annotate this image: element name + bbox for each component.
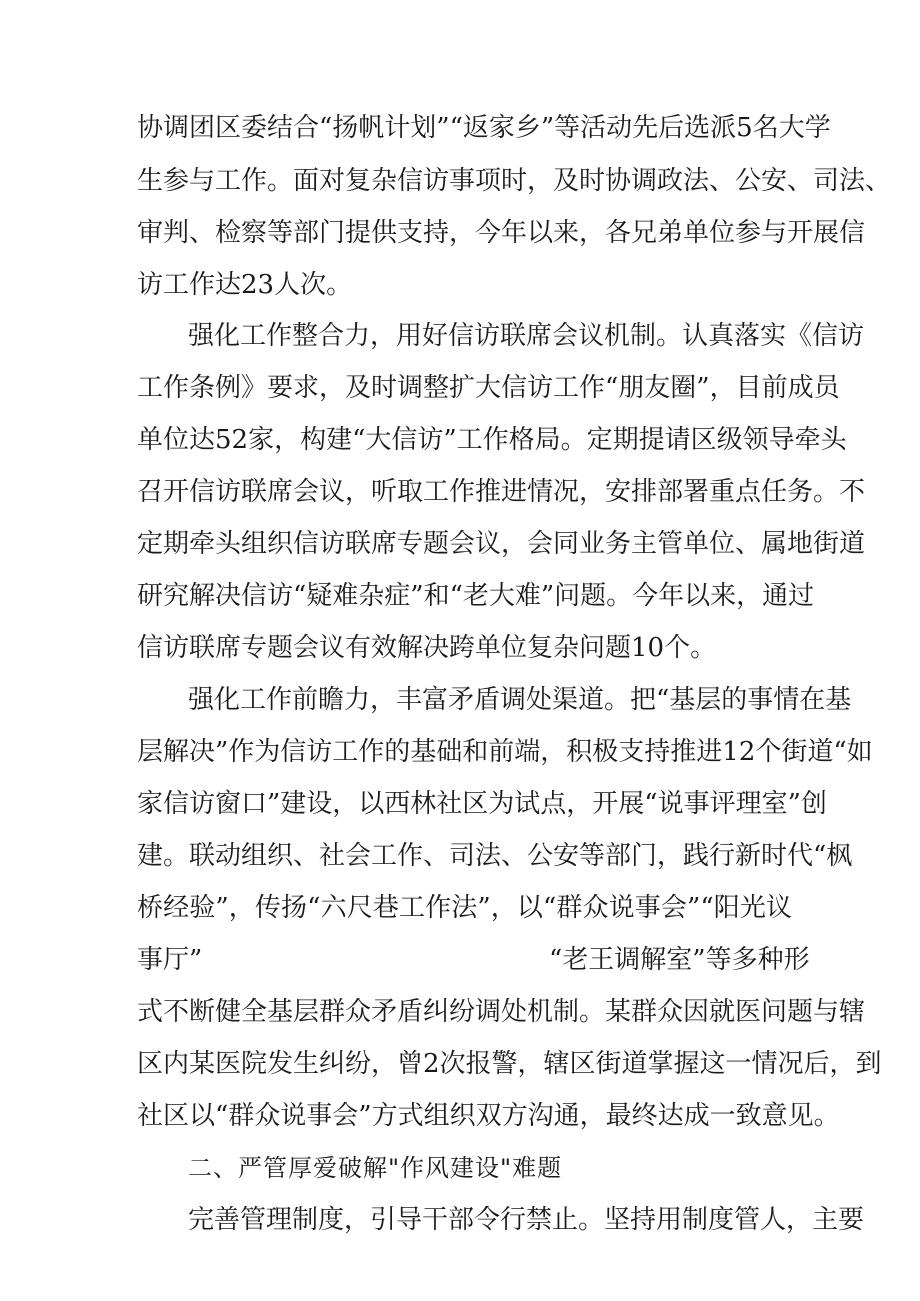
paragraph-3-line-9: 社区以“群众说事会”方式组织双方沟通，最终达成一致意见。 — [137, 1101, 840, 1131]
paragraph-2-line-3: 单位达52家，构建“大信访”工作格局。定期提请区级领导牵头 — [137, 425, 847, 455]
paragraph-3-line-8: 区内某医院发生纠纷，曾2次报警，辖区街道掌握这一情况后，到 — [137, 1049, 882, 1079]
paragraph-1-line-4: 访工作达23人次。 — [137, 270, 353, 300]
paragraph-3-line-7: 式不断健全基层群众矛盾纠纷调处机制。某群众因就医问题与辖 — [137, 997, 866, 1027]
paragraph-2-line-4: 召开信访联席会议，听取工作推进情况，安排部署重点任务。不 — [137, 477, 866, 507]
paragraph-3-line-3: 家信访窗口”建设，以西林社区为试点，开展“说事评理室”创 — [137, 789, 827, 819]
paragraph-1-line-2: 生参与工作。面对复杂信访事项时，及时协调政法、公安、司法、 — [137, 166, 892, 196]
paragraph-3-line-1: 强化工作前瞻力，丰富矛盾调处渠道。把“基层的事情在基 — [188, 685, 852, 715]
paragraph-3-line-4: 建。联动组织、社会工作、司法、公安等部门，践行新时代“枫 — [137, 841, 853, 871]
paragraph-2-line-5: 定期牵头组织信访联席专题会议，会同业务主管单位、属地街道 — [137, 529, 866, 559]
section-heading-2: 二、严管厚爱破解"作风建设"难题 — [188, 1154, 563, 1182]
paragraph-3-line-6-end: “老王调解室”等多种形 — [549, 945, 810, 975]
paragraph-2-line-7: 信访联席专题会议有效解决跨单位复杂问题10个。 — [137, 633, 717, 663]
paragraph-2-line-6: 研究解决信访“疑难杂症”和“老大难”问题。今年以来，通过 — [137, 581, 815, 611]
paragraph-2-line-1: 强化工作整合力，用好信访联席会议机制。认真落实《信访 — [188, 321, 865, 351]
paragraph-1-line-1: 协调团区委结合“扬帆计划”“返家乡”等活动先后选派5名大学 — [137, 113, 831, 143]
paragraph-2-line-2: 工作条例》要求，及时调整扩大信访工作“朋友圈”，目前成员 — [137, 373, 840, 403]
paragraph-3-line-2: 层解决”作为信访工作的基础和前端，积极支持推进12个街道“如 — [137, 737, 873, 767]
paragraph-1-line-3: 审判、检察等部门提供支持，今年以来，各兄弟单位参与开展信 — [137, 218, 866, 248]
paragraph-3-line-6-start: 事厅” — [137, 945, 203, 975]
paragraph-3-line-5: 桥经验”，传扬“六尺巷工作法”，以“群众说事会”“阳光议 — [137, 893, 792, 923]
paragraph-4-line-1: 完善管理制度，引导干部令行禁止。坚持用制度管人，主要 — [188, 1205, 865, 1235]
